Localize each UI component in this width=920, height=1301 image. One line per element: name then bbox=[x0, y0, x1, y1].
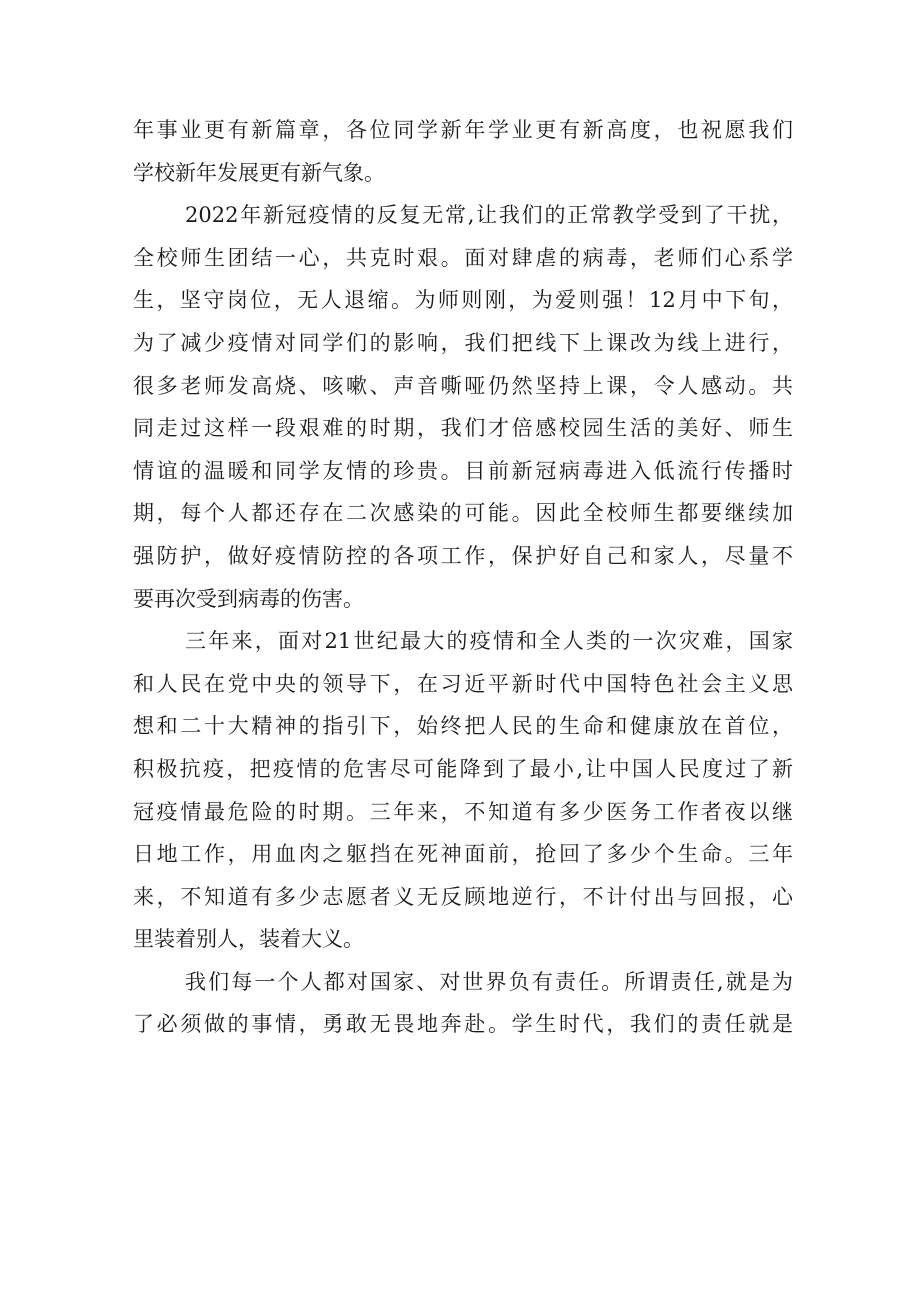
text-line: 生，坚守岗位，无人退缩。为师则刚，为爱则强！12月中下旬， bbox=[133, 288, 793, 313]
text-line: 强防护，做好疫情防控的各项工作，保护好自己和家人，尽量不 bbox=[133, 543, 793, 568]
text-line: 期，每个人都还存在二次感染的可能。因此全校师生都要继续加 bbox=[133, 501, 793, 526]
text-line: 积极抗疫，把疫情的危害尽可能降到了最小,让中国人民度过了新 bbox=[133, 756, 793, 781]
paragraph-first-line: 三年来，面对21世纪最大的疫情和全人类的一次灾难，国家 bbox=[185, 629, 793, 654]
text-line: 日地工作，用血肉之躯挡在死神面前，抢回了多少个生命。三年 bbox=[133, 842, 793, 867]
text-line: 同走过这样一段艰难的时期，我们才倍感校园生活的美好、师生 bbox=[133, 416, 793, 441]
text-line: 情谊的温暖和同学友情的珍贵。目前新冠病毒进入低流行传播时 bbox=[133, 458, 793, 483]
paragraph-first-line: 2022年新冠疫情的反复无常,让我们的正常教学受到了干扰， bbox=[185, 203, 793, 228]
body-text bbox=[133, 109, 793, 1046]
text-line: 想和二十大精神的指引下，始终把人民的生命和健康放在首位， bbox=[133, 714, 793, 739]
text-line: 冠疫情最危险的时期。三年来，不知道有多少医务工作者夜以继 bbox=[133, 799, 793, 824]
text-line: 里装着别人，装着大义。 bbox=[133, 927, 364, 952]
text-line: 和人民在党中央的领导下，在习近平新时代中国特色社会主义思 bbox=[133, 671, 793, 696]
text-line: 学校新年发展更有新气象。 bbox=[133, 160, 385, 185]
text-line: 为了减少疫情对同学们的影响，我们把线下上课改为线上进行， bbox=[133, 330, 793, 355]
text-line: 很多老师发高烧、咳嗽、声音嘶哑仍然坚持上课，令人感动。共 bbox=[133, 373, 793, 398]
text-line: 了必须做的事情，勇敢无畏地奔赴。学生时代，我们的责任就是 bbox=[133, 1012, 793, 1037]
text-line: 要再次受到病毒的伤害。 bbox=[133, 586, 364, 611]
paragraph-first-line: 我们每一个人都对国家、对世界负有责任。所谓责任,就是为 bbox=[185, 969, 793, 994]
text-line: 年事业更有新篇章，各位同学新年学业更有新高度，也祝愿我们 bbox=[133, 118, 793, 142]
text-line: 全校师生团结一心，共克时艰。面对肆虐的病毒，老师们心系学 bbox=[133, 245, 793, 270]
text-line: 来，不知道有多少志愿者义无反顾地逆行，不计付出与回报，心 bbox=[133, 884, 793, 909]
